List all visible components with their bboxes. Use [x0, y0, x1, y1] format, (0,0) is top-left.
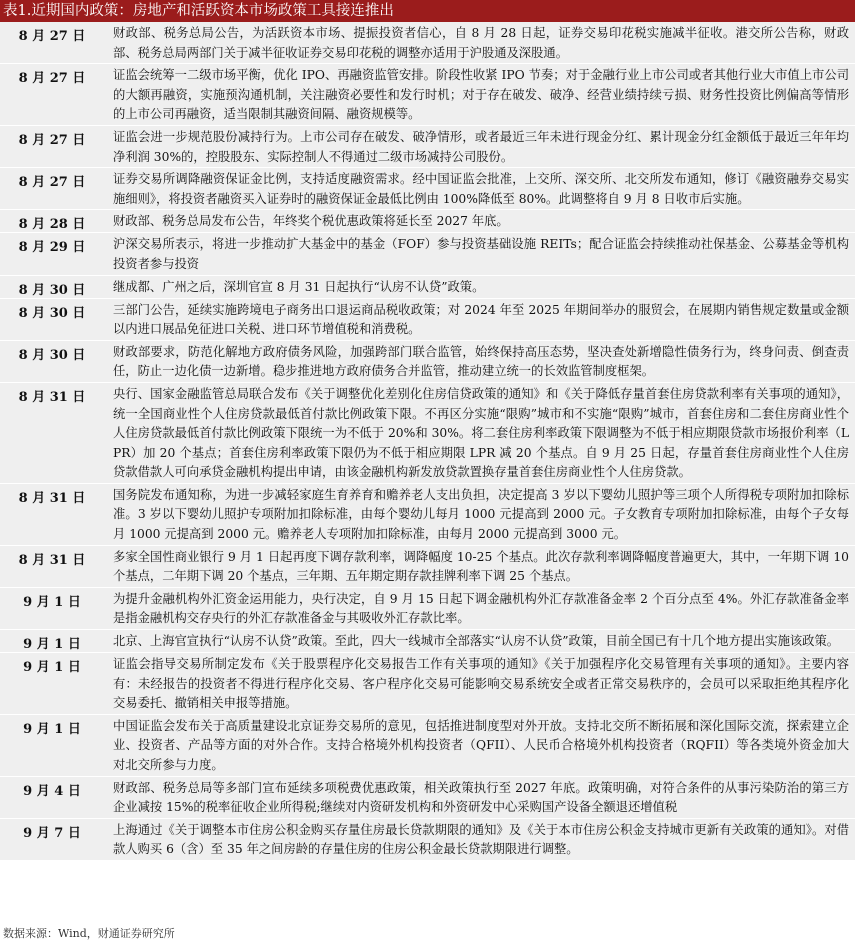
row-date: 8 月 31 日 — [18, 389, 86, 405]
table-row — [0, 276, 855, 299]
row-date: 8 月 27 日 — [18, 71, 86, 87]
row-description: 证监会统筹一二级市场平衡，优化 IPO、再融资监管安排。阶段性收紧 IPO 节奏；对于金融行业上市公司或者其他行业大市值上市公司的大额再融资，实施预沟通机制，关注融资必要性和发行时机；对于存在破发、破净、经营业绩持续亏损、财务性投资比例偏高等情形的上市公司再融资，适当限制其融资间隔、融资规模等。 — [113, 68, 849, 122]
row-description: 证监会指导交易所制定发布《关于股票程序化交易报告工作有关事项的通知》《关于加强程序化交易管理有关事项的通知》。主要内容有：未经报告的投资者不得进行程序化交易、客户程序化交易可能影响交易系统安全或者正常交易秩序的，会员可以采取拒绝其程序化交易委托、撤销相关申报等措施。 — [113, 657, 849, 711]
row-date: 9 月 1 日 — [23, 660, 81, 676]
table-row — [0, 341, 855, 383]
row-date: 8 月 31 日 — [18, 552, 86, 568]
row-date: 8 月 30 日 — [18, 347, 86, 363]
table-row — [0, 383, 855, 484]
table-title: 表1.近期国内政策：房地产和活跃资本市场政策工具接连推出 — [0, 0, 855, 22]
row-date: 9 月 1 日 — [23, 637, 81, 653]
row-description: 财政部要求，防范化解地方政府债务风险，加强跨部门联合监管，始终保持高压态势，坚决查处新增隐性债务行为，终身问责、倒查责任，防止一边化债一边新增。稳步推进地方政府债务合并监管，推动建立统一的长效监管制度框架。 — [113, 344, 849, 379]
row-date: 9 月 1 日 — [23, 721, 81, 737]
table-row — [0, 777, 855, 819]
row-date: 8 月 27 日 — [18, 29, 86, 44]
table-row — [0, 715, 855, 777]
table-row — [0, 653, 855, 715]
row-description: 证监会进一步规范股份减持行为。上市公司存在破发、破净情形，或者最近三年未进行现金分红、累计现金分红金额低于最近三年年均净利润 30%的，控股股东、实际控制人不得通过二级市场减持公司股份。 — [113, 129, 849, 164]
row-description: 财政部、税务总局等多部门宣布延续多项税费优惠政策，相关政策执行至 2027 年底。政策明确，对符合条件的从事污染防治的第三方企业减按 15%的税率征收企业所得税;继续对内资研发机构和外资研发中心采购国产设备全额退还增值税 — [113, 780, 849, 815]
row-description: 国务院发布通知称，为进一步减轻家庭生育养育和赡养老人支出负担，决定提高 3 岁以下婴幼儿照护等三项个人所得税专项附加扣除标准。3 岁以下婴幼儿照护专项附加扣除标准，由每个婴幼儿每月 1000 元提高到 2000 元。子女教育专项附加扣除标准，由每个子女每月 1000 元提高到 2000 元。赡养老人专项附加扣除标准，由每月 2000 元提高到 3000 元。 — [113, 487, 849, 542]
row-date: 9 月 1 日 — [23, 594, 81, 610]
table-row — [0, 819, 855, 861]
row-date: 8 月 30 日 — [18, 282, 86, 298]
table-row — [0, 588, 855, 630]
row-description: 三部门公告，延续实施跨境电子商务出口退运商品税收政策；对 2024 年至 2025 年期间举办的服贸会，在展期内销售规定数量或金额以内进口展品免征进口关税、进口环节增值税和消费税。 — [113, 302, 849, 337]
row-description: 财政部、税务总局公告，为活跃资本市场、提振投资者信心，自 8 月 28 日起，证券交易印花税实施减半征收。港交所公告称，财政部、税务总局两部门关于减半征收证券交易印花税的调整亦适用于沪股通及深股通。 — [113, 26, 849, 60]
table-row — [0, 64, 855, 126]
row-description: 继成都、广州之后，深圳官宣 8 月 31 日起执行“认房不认贷”政策。 — [113, 279, 485, 294]
row-description: 上海通过《关于调整本市住房公积金购买存量住房最长贷款期限的通知》及《关于本市住房公积金支持城市更新有关政策的通知》。对借款人购买 6（含）至 35 年之间房龄的存量住房的住房公积金最长贷款期限进行调整。 — [113, 822, 849, 857]
table-row — [0, 299, 855, 341]
row-date: 9 月 7 日 — [23, 825, 81, 841]
policy-table — [0, 22, 855, 861]
row-description: 中国证监会发布关于高质量建设北京证券交易所的意见，包括推进制度型对外开放。支持北交所不断拓展和深化国际交流，探索建立企业、投资者、产品等方面的对外合作。支持合格境外机构投资者（QFII）、人民币合格境外机构投资者（RQFII）等各类境外资金加大对北交所参与力度。 — [113, 718, 849, 772]
table-row — [0, 168, 855, 210]
table-row — [0, 546, 855, 588]
row-date: 8 月 29 日 — [18, 240, 86, 256]
row-description: 证券交易所调降融资保证金比例，支持适度融资需求。经中国证监会批准，上交所、深交所、北交所发布通知，修订《融资融券交易实施细则》，将投资者融资买入证券时的融资保证金最低比例由 100%降低至 80%。此调整将自 9 月 8 日收市后实施。 — [113, 172, 849, 206]
row-date: 8 月 27 日 — [18, 132, 86, 148]
row-date: 8 月 28 日 — [18, 217, 86, 233]
table-row — [0, 22, 855, 64]
table-row — [0, 126, 855, 168]
table-row — [0, 210, 855, 233]
row-description: 央行、国家金融监管总局联合发布《关于调整优化差别化住房信贷政策的通知》和《关于降低存量首套住房贷款利率有关事项的通知》，统一全国商业性个人住房贷款最低首付款比例政策下限。不再区分实施“限购”城市和不实施“限购”城市，首套住房和二套住房商业性个人住房贷款最低首付款比例政策下限统一为不低于 20%和 30%。将二套住房利率政策下限调整为不低于相应期限贷款市场报价利率（LPR）加 20 个基点；首套住房利率政策下限仍为不低于相应期限 LPR 减 20 个基点。自 9 月 25 日起，存量首套住房商业性个人住房贷款借款人可向承贷金融机构提出申请，由该金融机构新发放贷款置换存量首套住房商业性个人住房贷款。 — [113, 386, 849, 480]
row-description: 沪深交易所表示，将进一步推动扩大基金中的基金（FOF）参与投资基础设施 REITs；配合证监会持续推动社保基金、公募基金等机构投资者参与投资 — [113, 237, 849, 271]
row-date: 8 月 31 日 — [18, 490, 86, 506]
row-description: 为提升金融机构外汇资金运用能力，央行决定，自 9 月 15 日起下调金融机构外汇存款准备金率 2 个百分点至 4%。外汇存款准备金率是指金融机构交存央行的外汇存款准备金与其吸收外汇存款比率。 — [113, 591, 849, 626]
table-row — [0, 484, 855, 546]
row-description: 北京、上海官宣执行“认房不认贷”政策。至此，四大一线城市全部落实“认房不认贷”政策，目前全国已有十几个地方提出实施该政策。 — [113, 634, 840, 649]
row-date: 9 月 4 日 — [23, 783, 81, 799]
row-date: 8 月 30 日 — [18, 305, 86, 321]
data-source-note: 数据来源：Wind，财通证券研究所 — [3, 927, 175, 940]
row-date: 8 月 27 日 — [18, 175, 86, 191]
row-description: 多家全国性商业银行 9 月 1 日起再度下调存款利率，调降幅度 10-25 个基点。此次存款利率调降幅度普遍更大，其中，一年期下调 10 个基点，二年期下调 20 个基点，三年期、五年期定期存款挂牌利率下调 25 个基点。 — [113, 549, 849, 584]
row-description: 财政部、税务总局发布公告，年终奖个税优惠政策将延长至 2027 年底。 — [113, 214, 509, 229]
table-row — [0, 630, 855, 653]
table-row — [0, 233, 855, 275]
